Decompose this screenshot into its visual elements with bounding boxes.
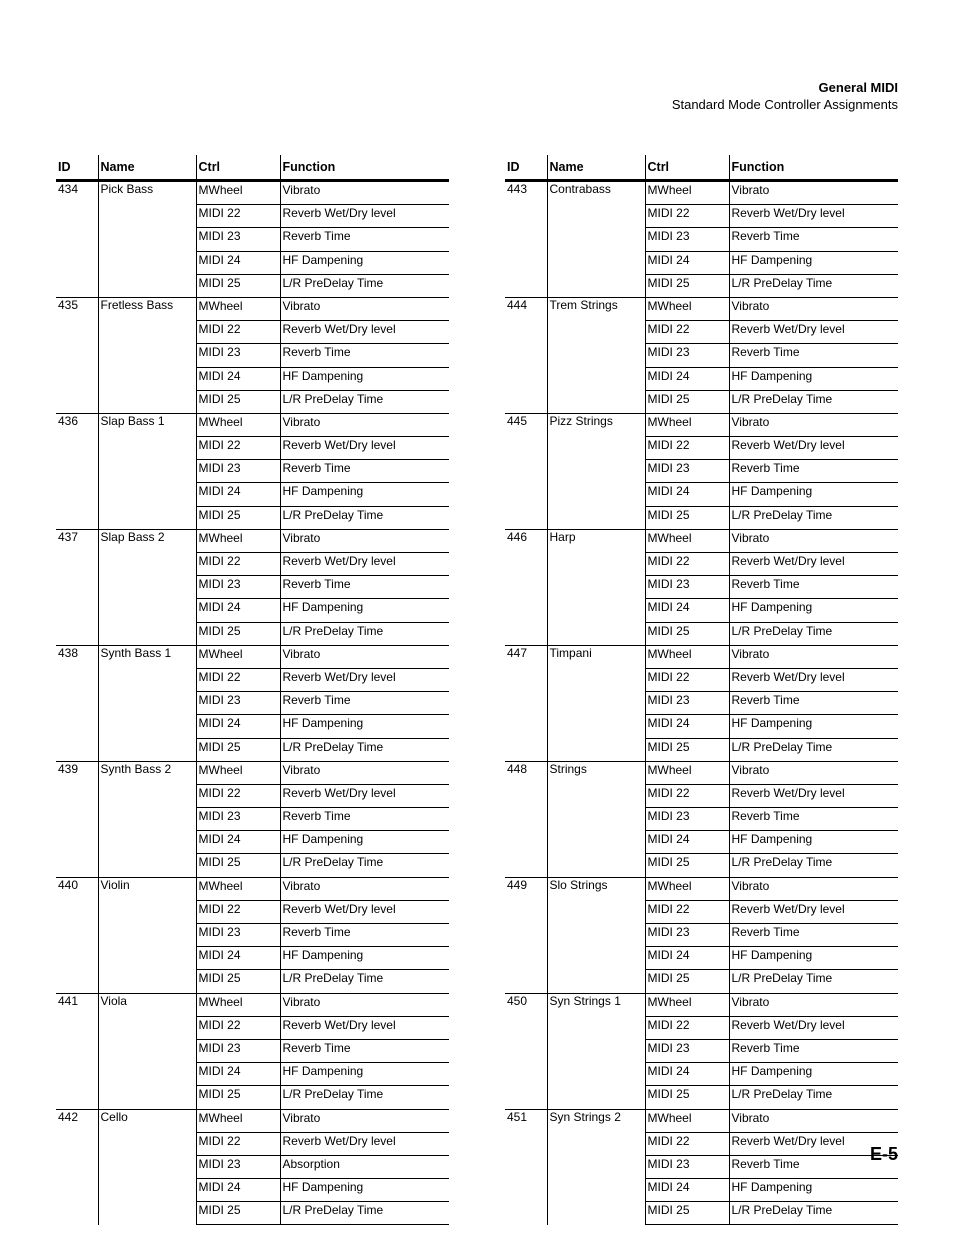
ctrl-cell: MIDI 25: [196, 274, 280, 297]
function-cell: Reverb Time: [729, 808, 898, 831]
program-id-cell: 444: [505, 297, 547, 413]
function-cell: Vibrato: [280, 993, 449, 1016]
function-cell: Reverb Time: [729, 228, 898, 251]
program-id-cell: 435: [56, 297, 98, 413]
function-cell: Reverb Wet/Dry level: [729, 553, 898, 576]
program-id-cell: 439: [56, 761, 98, 877]
ctrl-cell: MWheel: [196, 993, 280, 1016]
ctrl-cell: MIDI 22: [645, 437, 729, 460]
function-cell: Reverb Wet/Dry level: [729, 205, 898, 228]
ctrl-cell: MIDI 22: [645, 668, 729, 691]
program-name-cell: Slap Bass 2: [98, 529, 196, 645]
ctrl-cell: MIDI 25: [645, 738, 729, 761]
ctrl-cell: MIDI 23: [196, 344, 280, 367]
program-name-cell: Viola: [98, 993, 196, 1109]
ctrl-cell: MIDI 24: [645, 483, 729, 506]
function-cell: Reverb Time: [280, 808, 449, 831]
program-name-cell: Violin: [98, 877, 196, 993]
function-cell: Absorption: [280, 1155, 449, 1178]
ctrl-cell: MWheel: [196, 645, 280, 668]
ctrl-cell: MIDI 24: [196, 1179, 280, 1202]
ctrl-cell: MIDI 24: [645, 367, 729, 390]
ctrl-cell: MIDI 23: [196, 808, 280, 831]
program-name-cell: Synth Bass 1: [98, 645, 196, 761]
function-cell: HF Dampening: [729, 1179, 898, 1202]
table-row: [505, 761, 898, 784]
program-id-cell: 438: [56, 645, 98, 761]
table-body-right: [505, 181, 898, 1225]
ctrl-cell: MIDI 23: [196, 460, 280, 483]
ctrl-cell: MIDI 25: [196, 1202, 280, 1225]
ctrl-cell: MWheel: [645, 297, 729, 320]
program-id-cell: 449: [505, 877, 547, 993]
ctrl-cell: MWheel: [645, 413, 729, 436]
ctrl-cell: MIDI 22: [645, 321, 729, 344]
ctrl-cell: MWheel: [645, 529, 729, 552]
function-cell: L/R PreDelay Time: [280, 622, 449, 645]
function-cell: HF Dampening: [729, 599, 898, 622]
ctrl-cell: MIDI 22: [196, 784, 280, 807]
function-cell: Reverb Time: [280, 924, 449, 947]
function-cell: Vibrato: [729, 529, 898, 552]
function-cell: Reverb Time: [280, 344, 449, 367]
program-id-cell: 445: [505, 413, 547, 529]
function-cell: Reverb Time: [729, 924, 898, 947]
function-cell: Vibrato: [729, 645, 898, 668]
ctrl-cell: MIDI 25: [645, 390, 729, 413]
ctrl-cell: MWheel: [196, 529, 280, 552]
ctrl-cell: MWheel: [645, 645, 729, 668]
function-cell: L/R PreDelay Time: [729, 1202, 898, 1225]
ctrl-cell: MIDI 23: [645, 924, 729, 947]
function-cell: L/R PreDelay Time: [280, 854, 449, 877]
function-cell: Reverb Wet/Dry level: [280, 205, 449, 228]
program-name-cell: Synth Bass 2: [98, 761, 196, 877]
ctrl-cell: MIDI 23: [645, 692, 729, 715]
program-name-cell: Strings: [547, 761, 645, 877]
program-name-cell: Pizz Strings: [547, 413, 645, 529]
table-row: [56, 877, 449, 900]
ctrl-cell: MIDI 22: [645, 553, 729, 576]
program-id-cell: 437: [56, 529, 98, 645]
column-header-name: Name: [547, 155, 645, 181]
program-id-cell: 436: [56, 413, 98, 529]
ctrl-cell: MIDI 25: [196, 738, 280, 761]
ctrl-cell: MIDI 25: [196, 506, 280, 529]
ctrl-cell: MIDI 23: [196, 228, 280, 251]
function-cell: Vibrato: [729, 181, 898, 205]
function-cell: HF Dampening: [729, 367, 898, 390]
ctrl-cell: MIDI 24: [196, 251, 280, 274]
function-cell: HF Dampening: [280, 367, 449, 390]
table-row: [505, 645, 898, 668]
table-row: [56, 993, 449, 1016]
function-cell: Reverb Time: [729, 576, 898, 599]
program-name-cell: Harp: [547, 529, 645, 645]
function-cell: HF Dampening: [729, 1063, 898, 1086]
function-cell: L/R PreDelay Time: [729, 506, 898, 529]
ctrl-cell: MIDI 23: [645, 344, 729, 367]
program-name-cell: Slap Bass 1: [98, 413, 196, 529]
program-id-cell: 446: [505, 529, 547, 645]
table-row: [56, 181, 449, 205]
ctrl-cell: MIDI 24: [196, 715, 280, 738]
function-cell: HF Dampening: [729, 251, 898, 274]
function-cell: L/R PreDelay Time: [280, 390, 449, 413]
ctrl-cell: MIDI 25: [645, 622, 729, 645]
ctrl-cell: MWheel: [196, 877, 280, 900]
function-cell: Reverb Time: [280, 576, 449, 599]
function-cell: HF Dampening: [729, 483, 898, 506]
program-name-cell: Trem Strings: [547, 297, 645, 413]
ctrl-cell: MIDI 25: [645, 1202, 729, 1225]
function-cell: Vibrato: [280, 761, 449, 784]
table-row: [56, 297, 449, 320]
ctrl-cell: MIDI 24: [196, 483, 280, 506]
column-header-ctrl: Ctrl: [196, 155, 280, 181]
table-row: [56, 1109, 449, 1132]
function-cell: L/R PreDelay Time: [729, 970, 898, 993]
ctrl-cell: MIDI 24: [196, 599, 280, 622]
function-cell: Vibrato: [729, 761, 898, 784]
table-header-row: [56, 155, 449, 181]
function-cell: Reverb Time: [280, 1039, 449, 1062]
function-cell: Vibrato: [729, 297, 898, 320]
function-cell: Vibrato: [280, 413, 449, 436]
function-cell: Reverb Wet/Dry level: [280, 553, 449, 576]
ctrl-cell: MIDI 24: [196, 367, 280, 390]
program-name-cell: Cello: [98, 1109, 196, 1225]
function-cell: Reverb Time: [280, 460, 449, 483]
function-cell: Reverb Time: [729, 344, 898, 367]
function-cell: Reverb Wet/Dry level: [729, 321, 898, 344]
ctrl-cell: MIDI 25: [645, 506, 729, 529]
ctrl-cell: MIDI 23: [196, 1039, 280, 1062]
ctrl-cell: MIDI 24: [196, 831, 280, 854]
function-cell: Reverb Wet/Dry level: [280, 900, 449, 923]
ctrl-cell: MIDI 22: [645, 1132, 729, 1155]
ctrl-cell: MIDI 24: [645, 1063, 729, 1086]
function-cell: Reverb Time: [729, 1155, 898, 1178]
table-row: [505, 297, 898, 320]
table-row: [56, 413, 449, 436]
ctrl-cell: MWheel: [645, 877, 729, 900]
ctrl-cell: MWheel: [196, 181, 280, 205]
controller-table-left: [56, 155, 449, 1225]
function-cell: L/R PreDelay Time: [729, 854, 898, 877]
ctrl-cell: MWheel: [645, 993, 729, 1016]
function-cell: Vibrato: [280, 1109, 449, 1132]
program-name-cell: Slo Strings: [547, 877, 645, 993]
ctrl-cell: MIDI 22: [196, 1016, 280, 1039]
function-cell: HF Dampening: [729, 831, 898, 854]
ctrl-cell: MIDI 23: [645, 1039, 729, 1062]
program-id-cell: 440: [56, 877, 98, 993]
ctrl-cell: MIDI 23: [196, 1155, 280, 1178]
program-name-cell: Syn Strings 2: [547, 1109, 645, 1225]
function-cell: L/R PreDelay Time: [280, 738, 449, 761]
table-body-left: [56, 181, 449, 1225]
ctrl-cell: MIDI 24: [645, 251, 729, 274]
page-header-title: General MIDI: [818, 80, 898, 95]
function-cell: Reverb Time: [280, 692, 449, 715]
column-header-function: Function: [280, 155, 449, 181]
function-cell: Reverb Time: [729, 1039, 898, 1062]
ctrl-cell: MIDI 23: [196, 924, 280, 947]
ctrl-cell: MWheel: [196, 413, 280, 436]
ctrl-cell: MWheel: [196, 761, 280, 784]
function-cell: Vibrato: [280, 645, 449, 668]
program-name-cell: Fretless Bass: [98, 297, 196, 413]
function-cell: Reverb Wet/Dry level: [729, 1016, 898, 1039]
function-cell: Vibrato: [280, 529, 449, 552]
ctrl-cell: MIDI 22: [196, 900, 280, 923]
ctrl-cell: MIDI 24: [645, 599, 729, 622]
function-cell: Vibrato: [729, 993, 898, 1016]
program-name-cell: Pick Bass: [98, 181, 196, 298]
ctrl-cell: MIDI 24: [645, 947, 729, 970]
column-header-name: Name: [98, 155, 196, 181]
function-cell: HF Dampening: [280, 599, 449, 622]
ctrl-cell: MIDI 22: [645, 784, 729, 807]
page-number: E-5: [869, 1144, 898, 1164]
ctrl-cell: MIDI 22: [196, 321, 280, 344]
function-cell: Reverb Wet/Dry level: [280, 1132, 449, 1155]
table-row: [505, 181, 898, 205]
ctrl-cell: MIDI 25: [645, 970, 729, 993]
ctrl-cell: MIDI 24: [196, 947, 280, 970]
ctrl-cell: MIDI 22: [196, 553, 280, 576]
function-cell: HF Dampening: [729, 947, 898, 970]
program-name-cell: Timpani: [547, 645, 645, 761]
function-cell: HF Dampening: [729, 715, 898, 738]
ctrl-cell: MIDI 25: [196, 970, 280, 993]
function-cell: HF Dampening: [280, 831, 449, 854]
ctrl-cell: MIDI 23: [645, 576, 729, 599]
function-cell: Vibrato: [729, 877, 898, 900]
ctrl-cell: MIDI 23: [196, 576, 280, 599]
function-cell: L/R PreDelay Time: [280, 970, 449, 993]
program-id-cell: 434: [56, 181, 98, 298]
ctrl-cell: MWheel: [196, 297, 280, 320]
table-row: [56, 761, 449, 784]
function-cell: Reverb Wet/Dry level: [280, 437, 449, 460]
ctrl-cell: MIDI 22: [196, 437, 280, 460]
program-id-cell: 447: [505, 645, 547, 761]
program-name-cell: Syn Strings 1: [547, 993, 645, 1109]
function-cell: L/R PreDelay Time: [729, 738, 898, 761]
ctrl-cell: MWheel: [645, 181, 729, 205]
program-id-cell: 441: [56, 993, 98, 1109]
function-cell: L/R PreDelay Time: [729, 274, 898, 297]
function-cell: Reverb Wet/Dry level: [729, 784, 898, 807]
function-cell: HF Dampening: [280, 483, 449, 506]
table-row: [505, 877, 898, 900]
function-cell: Vibrato: [280, 297, 449, 320]
ctrl-cell: MIDI 22: [645, 900, 729, 923]
ctrl-cell: MIDI 22: [645, 205, 729, 228]
function-cell: L/R PreDelay Time: [729, 622, 898, 645]
table-row: [505, 529, 898, 552]
function-cell: Reverb Wet/Dry level: [729, 668, 898, 691]
ctrl-cell: MIDI 25: [645, 854, 729, 877]
function-cell: Reverb Wet/Dry level: [280, 784, 449, 807]
function-cell: HF Dampening: [280, 251, 449, 274]
ctrl-cell: MIDI 25: [196, 390, 280, 413]
program-id-cell: 448: [505, 761, 547, 877]
ctrl-cell: MIDI 22: [196, 1132, 280, 1155]
ctrl-cell: MIDI 24: [196, 1063, 280, 1086]
function-cell: L/R PreDelay Time: [280, 274, 449, 297]
ctrl-cell: MIDI 22: [645, 1016, 729, 1039]
ctrl-cell: MIDI 24: [645, 1179, 729, 1202]
table-row: [56, 645, 449, 668]
ctrl-cell: MIDI 23: [645, 460, 729, 483]
column-header-function: Function: [729, 155, 898, 181]
ctrl-cell: MIDI 24: [645, 831, 729, 854]
table-row: [505, 993, 898, 1016]
ctrl-cell: MIDI 25: [645, 1086, 729, 1109]
ctrl-cell: MIDI 24: [645, 715, 729, 738]
function-cell: Vibrato: [280, 181, 449, 205]
ctrl-cell: MIDI 23: [645, 808, 729, 831]
ctrl-cell: MWheel: [645, 761, 729, 784]
table-row: [56, 529, 449, 552]
page-header-subtitle: Standard Mode Controller Assignments: [671, 97, 898, 112]
function-cell: Reverb Time: [729, 460, 898, 483]
ctrl-cell: MIDI 25: [196, 854, 280, 877]
program-name-cell: Contrabass: [547, 181, 645, 298]
function-cell: Reverb Wet/Dry level: [729, 437, 898, 460]
function-cell: HF Dampening: [280, 947, 449, 970]
function-cell: Reverb Wet/Dry level: [729, 900, 898, 923]
function-cell: Vibrato: [729, 1109, 898, 1132]
function-cell: L/R PreDelay Time: [729, 1086, 898, 1109]
controller-table-right: [505, 155, 898, 1225]
function-cell: Reverb Wet/Dry level: [280, 1016, 449, 1039]
table-header-row: [505, 155, 898, 181]
function-cell: Vibrato: [280, 877, 449, 900]
ctrl-cell: MIDI 25: [196, 622, 280, 645]
program-id-cell: 442: [58, 1109, 79, 1124]
function-cell: L/R PreDelay Time: [280, 506, 449, 529]
function-cell: Reverb Time: [729, 692, 898, 715]
ctrl-cell: MIDI 25: [645, 274, 729, 297]
ctrl-cell: MIDI 22: [196, 668, 280, 691]
function-cell: Reverb Wet/Dry level: [280, 668, 449, 691]
column-header-id: ID: [56, 155, 98, 181]
function-cell: Vibrato: [729, 413, 898, 436]
function-cell: L/R PreDelay Time: [280, 1086, 449, 1109]
program-id-cell: 450: [505, 993, 547, 1109]
ctrl-cell: MIDI 23: [645, 228, 729, 251]
column-header-ctrl: Ctrl: [645, 155, 729, 181]
column-header-id: ID: [505, 155, 547, 181]
table-row: [505, 413, 898, 436]
table-row: [505, 1109, 898, 1132]
function-cell: L/R PreDelay Time: [280, 1202, 449, 1225]
program-id-cell: 451: [507, 1109, 528, 1124]
ctrl-cell: MWheel: [645, 1109, 729, 1132]
function-cell: Reverb Wet/Dry level: [729, 1132, 898, 1155]
program-id-cell: 443: [505, 181, 547, 298]
function-cell: Reverb Time: [280, 228, 449, 251]
ctrl-cell: MWheel: [196, 1109, 280, 1132]
function-cell: HF Dampening: [280, 1179, 449, 1202]
ctrl-cell: MIDI 23: [645, 1155, 729, 1178]
function-cell: HF Dampening: [280, 1063, 449, 1086]
ctrl-cell: MIDI 25: [196, 1086, 280, 1109]
function-cell: Reverb Wet/Dry level: [280, 321, 449, 344]
function-cell: HF Dampening: [280, 715, 449, 738]
ctrl-cell: MIDI 23: [196, 692, 280, 715]
function-cell: L/R PreDelay Time: [729, 390, 898, 413]
ctrl-cell: MIDI 22: [196, 205, 280, 228]
